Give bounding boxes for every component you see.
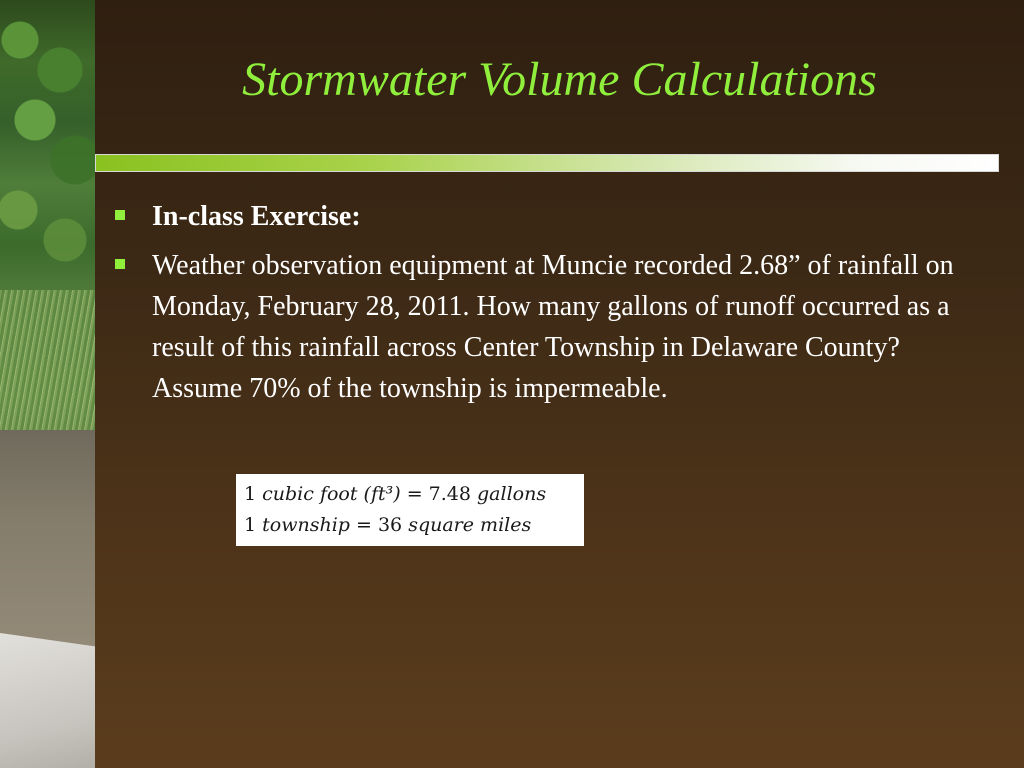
slide-title: Stormwater Volume Calculations [242,53,877,106]
water-image [0,430,95,660]
conversion-formulas [236,474,584,546]
formula-number: 1 [244,514,257,536]
bullet-text: In-class Exercise: [152,201,361,232]
curb-image [0,632,95,768]
trees-image [0,0,95,300]
formula-unit: square miles [408,514,532,536]
formula-cubic-foot [244,479,576,510]
bullet-item [112,245,992,409]
grass-image [0,290,95,450]
bullet-list [112,196,992,417]
square-bullet-icon [115,210,125,220]
bullet-item [112,196,992,237]
formula-unit: gallons [477,483,547,505]
formula-number: 7.48 [428,483,471,505]
square-bullet-icon [115,259,125,269]
formula-unit: cubic foot [262,483,358,505]
stream-photo [0,0,95,768]
formula-equals: = [406,483,423,505]
formula-number: 36 [377,514,403,536]
formula-unit-abbrev: (ft³) [363,483,401,505]
bullet-text: Weather observation equipment at Muncie recorded 2.68” of rainfall on Monday, February 28, 2011. How many gallons of runoff occurred as a result of this rainfall across Center Township in Delaware County? Assume 70% of the township is impermeable. [152,250,954,404]
formula-equals: = [356,514,372,536]
formula-number: 1 [244,483,257,505]
formula-township [244,510,576,541]
title-divider [95,154,999,172]
formula-unit: township [262,514,350,536]
